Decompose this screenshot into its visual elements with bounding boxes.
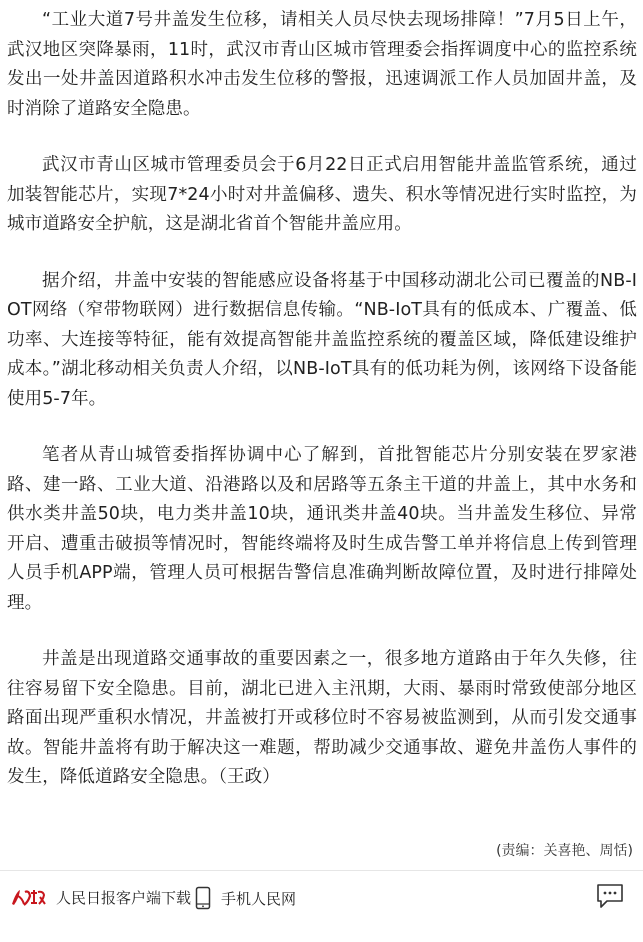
- comment-icon[interactable]: [595, 882, 625, 914]
- mobile-phone-icon: [195, 886, 211, 910]
- article-paragraph-1: “工业大道7号井盖发生位移，请相关人员尽快去现场排障！”7月5日上午，武汉地区突降暴雨，11时，武汉市青山区城市管理委会指挥调度中心的监控系统发出一处井盖因道路积水冲击发生位移的警报，迅速调派工作人员加固井盖，及时消除了道路安全隐患。: [7, 10, 637, 119]
- mobile-site-link[interactable]: [195, 886, 296, 910]
- editor-credit: (责编：关喜艳、周恬): [496, 843, 633, 859]
- footer-divider: [0, 870, 643, 871]
- app-download-link[interactable]: [10, 886, 191, 908]
- mobile-site-label: 手机人民网: [221, 889, 297, 908]
- article-paragraph-4: 笔者从青山城管委指挥协调中心了解到，首批智能芯片分别安装在罗家港路、建一路、工业大道、沿港路以及和居路等五条主干道的井盖上，其中水务和供水类井盖50块，电力类井盖10块，通讯类井盖40块。当井盖发生移位、异常开启、遭重击破损等情况时，智能终端将及时生成告警工单并将信息上传到管理人员手机APP端，管理人员可根据告警信息准确判断故障位置，及时进行排障处理。: [7, 445, 637, 613]
- article-paragraph-3: 据介绍，井盖中安装的智能感应设备将基于中国移动湖北公司已覆盖的NB-IOT网络（窄带物联网）进行数据信息传输。“NB-IoT具有的低成本、广覆盖、低功率、大连接等特征，能有效提高智能井盖监控系统的覆盖区域，降低建设维护成本。”湖北移动相关负责人介绍，以NB-IoT具有的低功耗为例，该网络下设备能使用5-7年。: [7, 270, 637, 409]
- people-daily-logo-svg: [10, 886, 46, 908]
- footer-bar: [0, 878, 643, 928]
- people-daily-logo-icon: [10, 886, 46, 908]
- article-body: [7, 6, 637, 820]
- article-paragraph-2: 武汉市青山区城市管理委员会于6月22日正式启用智能井盖监管系统，通过加装智能芯片，实现7*24小时对井盖偏移、遗失、积水等情况进行实时监控，为城市道路安全护航，这是湖北省首个智能井盖应用。: [7, 155, 637, 234]
- article-paragraph-5: 井盖是出现道路交通事故的重要因素之一，很多地方道路由于年久失修，往往容易留下安全隐患。目前，湖北已进入主汛期，大雨、暴雨时常致使部分地区路面出现严重积水情况，井盖被打开或移位时不容易被监测到，从而引发交通事故。智能井盖将有助于解决这一难题，帮助减少交通事故、避免井盖伤人事件的发生，降低道路安全隐患。（王政）: [7, 649, 637, 787]
- app-download-label: 人民日报客户端下载: [56, 888, 192, 907]
